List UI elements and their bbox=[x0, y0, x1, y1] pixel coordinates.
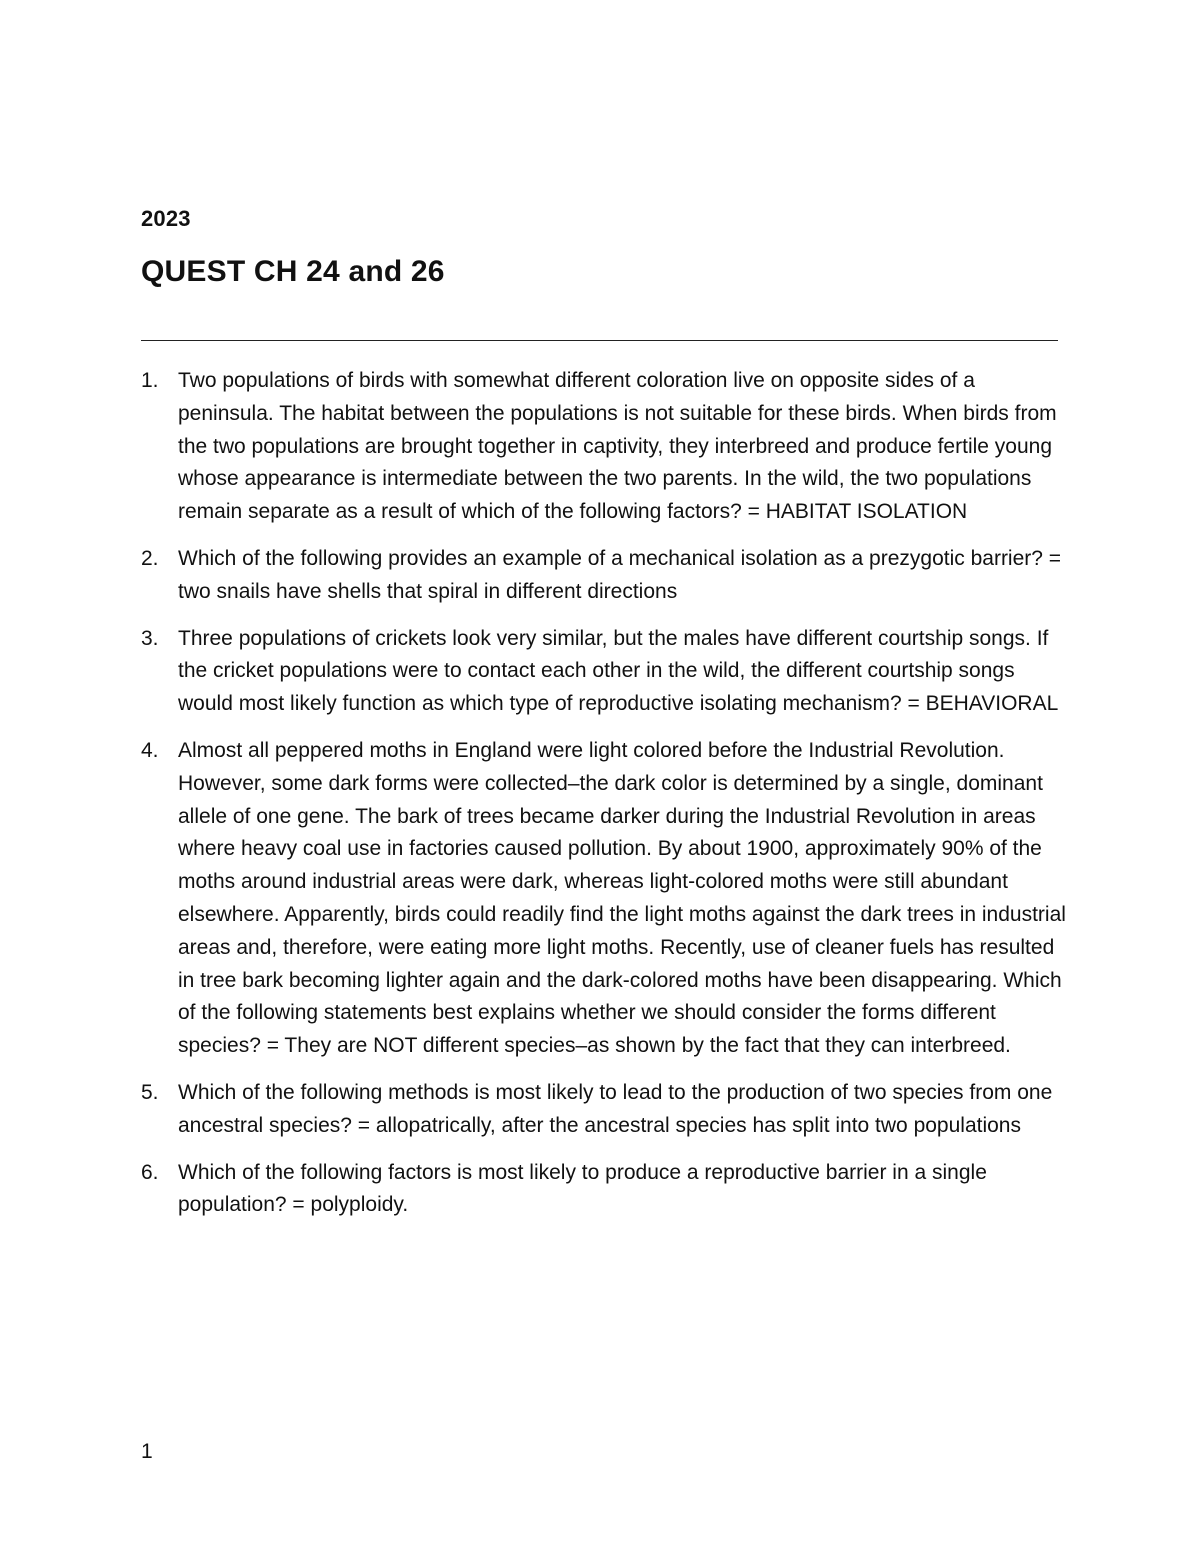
question-number: 5. bbox=[141, 1080, 159, 1104]
question-text: Which of the following factors is most likely to produce a reproductive barrier in a single population? = polyploidy. bbox=[178, 1160, 987, 1217]
page-title: QUEST CH 24 and 26 bbox=[141, 255, 445, 288]
question-number: 2. bbox=[141, 546, 159, 570]
question-number: 3. bbox=[141, 626, 159, 650]
question-number: 6. bbox=[141, 1160, 159, 1184]
question-number: 4. bbox=[141, 738, 159, 762]
question-item bbox=[141, 735, 1066, 1063]
title-divider bbox=[141, 340, 1058, 341]
question-number: 1. bbox=[141, 369, 159, 392]
question-item bbox=[141, 543, 1066, 609]
question-item bbox=[141, 365, 1066, 529]
question-text: Which of the following methods is most likely to lead to the production of two species from one ancestral species? = allopatrically, after the ancestral species has split into two populations bbox=[178, 1080, 1053, 1137]
question-item bbox=[141, 623, 1066, 721]
year-label: 2023 bbox=[141, 206, 191, 231]
question-list bbox=[141, 365, 1066, 1236]
question-text: Two populations of birds with somewhat different coloration live on opposite sides of a peninsula. The habitat between the populations is not suitable for these birds. When birds from the two populations are brought together in captivity, they interbreed and produce fertile young whose appearance is intermediate between the two parents. In the wild, the two populations remain separate as a result of which of the following factors? = HABITAT ISOLATION bbox=[178, 369, 1057, 524]
question-text: Which of the following provides an example of a mechanical isolation as a prezygotic barrier? = two snails have shells that spiral in different directions bbox=[178, 546, 1062, 603]
question-item bbox=[141, 1157, 1066, 1223]
question-text: Three populations of crickets look very similar, but the males have different courtship songs. If the cricket populations were to contact each other in the wild, the different courtship songs would most likely function as which type of reproductive isolating mechanism? = BEHAVIORAL bbox=[178, 626, 1059, 716]
page-number: 1 bbox=[141, 1440, 153, 1463]
question-text: Almost all peppered moths in England were light colored before the Industrial Revolution. However, some dark forms were collected–the dark color is determined by a single, dominant allele of one gene. The bark of trees became darker during the Industrial Revolution in areas where heavy coal use in factories caused pollution. By about 1900, approximately 90% of the moths around industrial areas were dark, whereas light-colored moths were still abundant elsewhere. Apparently, birds could readily find the light moths against the dark trees in industrial areas and, therefore, were eating more light moths. Recently, use of cleaner fuels has resulted in tree bark becoming lighter again and the dark-colored moths have been disappearing. Which of the following statements best explains whether we should consider the forms different species? = They are NOT different species–as shown by the fact that they can interbreed. bbox=[178, 738, 1066, 1058]
question-item bbox=[141, 1077, 1066, 1143]
